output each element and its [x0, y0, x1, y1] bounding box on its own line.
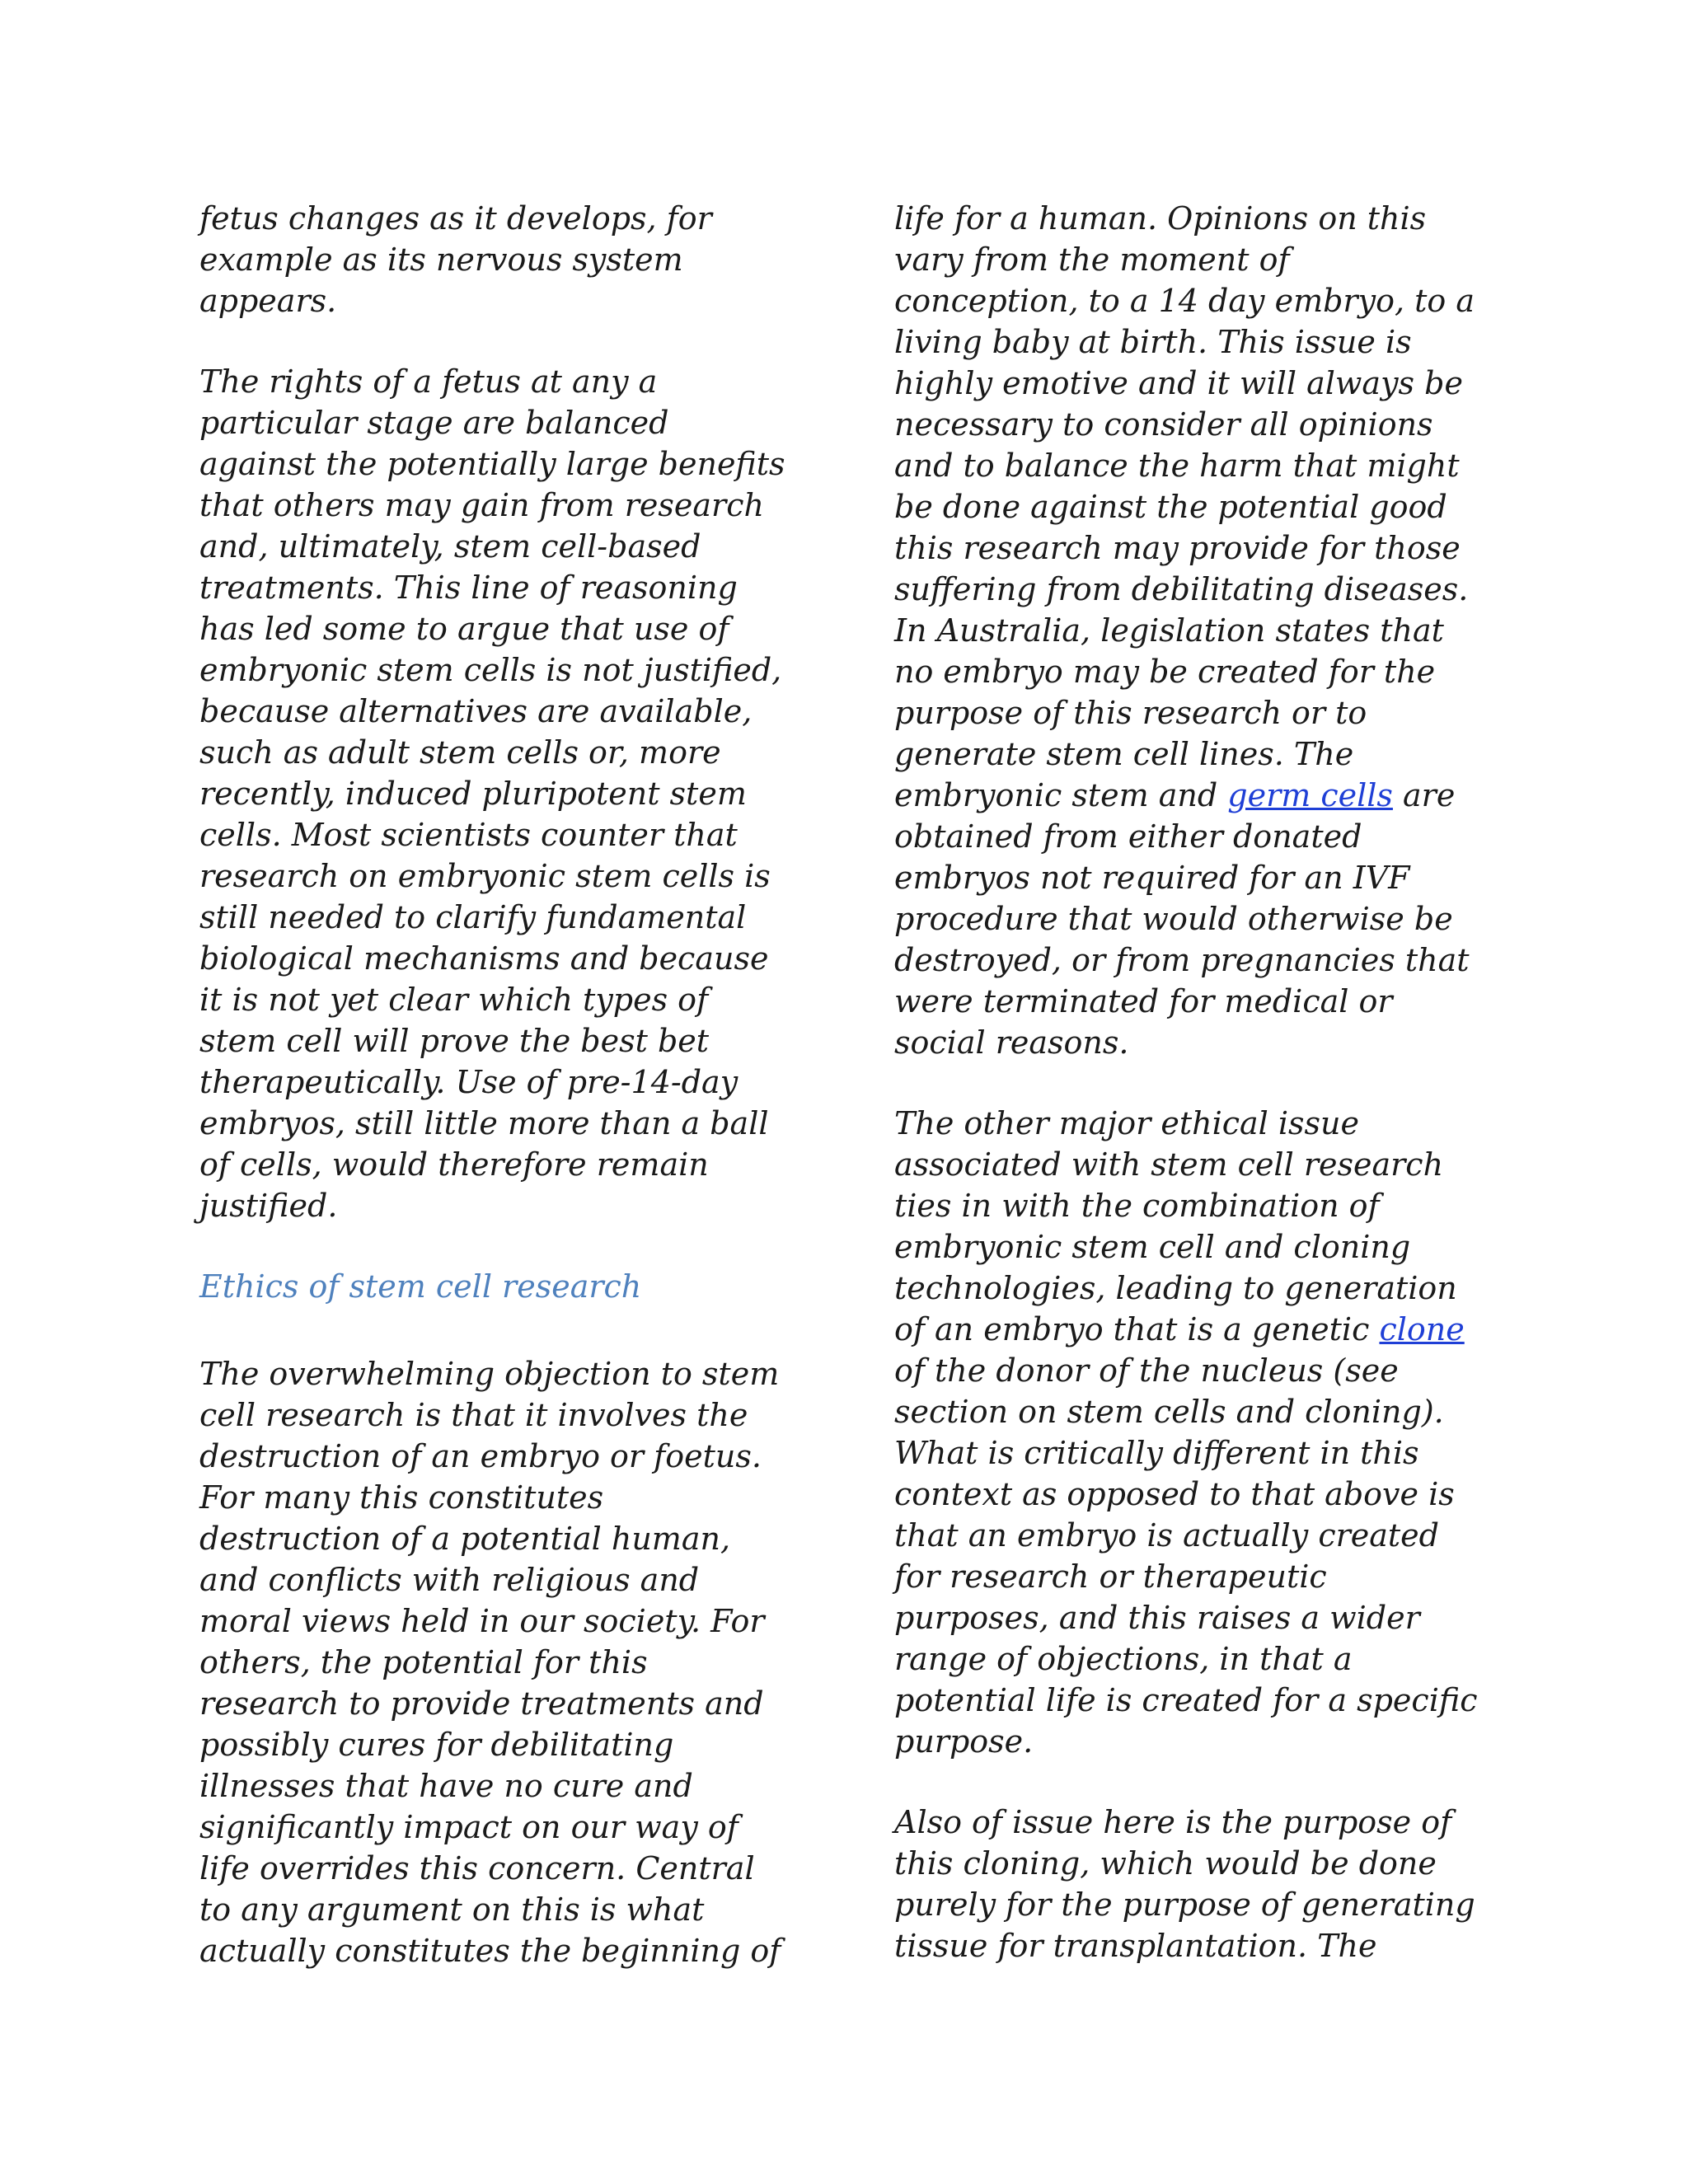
left-column — [199, 198, 809, 1971]
text-line: life overrides this concern. Central — [199, 1850, 755, 1886]
text-line: others, the potential for this — [199, 1644, 648, 1680]
text-fragment: embryonic stem and — [894, 777, 1228, 813]
text-line: conception, to a 14 day embryo, to a — [894, 283, 1475, 319]
text-line: destruction of a potential human, — [199, 1521, 731, 1557]
right-paragraph-3 — [894, 1802, 1504, 1966]
text-line: necessary to consider all opinions — [894, 406, 1433, 443]
text-line: purely for the purpose of generating — [894, 1886, 1475, 1923]
text-line: particular stage are balanced — [199, 405, 669, 441]
text-line: cells. Most scientists counter that — [199, 817, 738, 853]
text-line: because alternatives are available, — [199, 693, 753, 729]
text-line: destruction of an embryo or foetus. — [199, 1438, 762, 1474]
text-line: moral views held in our society. For — [199, 1603, 765, 1639]
text-line-with-link — [894, 775, 1504, 816]
left-paragraph-2 — [199, 361, 809, 1226]
text-line: that others may gain from research — [199, 487, 764, 523]
text-line: procedure that would otherwise be — [894, 901, 1453, 937]
text-line: has led some to argue that use of — [199, 611, 729, 647]
text-line: such as adult stem cells or, more — [199, 734, 721, 771]
text-line: be done against the potential good — [894, 489, 1447, 525]
text-line: The overwhelming objection to stem — [199, 1356, 780, 1392]
text-line: biological mechanisms and because — [199, 940, 769, 977]
text-line: research on embryonic stem cells is — [199, 858, 771, 894]
text-line: embryos, still little more than a ball — [199, 1105, 769, 1141]
text-line: research to provide treatments and — [199, 1685, 764, 1722]
text-line: The rights of a fetus at any a — [199, 363, 658, 400]
text-line: range of objections, in that a — [894, 1641, 1353, 1677]
left-paragraph-3 — [199, 1353, 809, 1971]
text-line: were terminated for medical or — [894, 983, 1393, 1019]
text-line: technologies, leading to generation — [894, 1270, 1457, 1306]
text-line: recently, induced pluripotent stem — [199, 776, 747, 812]
text-line: purposes, and this raises a wider — [894, 1600, 1420, 1636]
text-line: significantly impact on our way of — [199, 1809, 738, 1845]
text-line: social reasons. — [894, 1024, 1129, 1061]
text-line: of the donor of the nucleus (see — [894, 1352, 1399, 1389]
text-line: actually constitutes the beginning of — [199, 1933, 781, 1969]
text-line: and to balance the harm that might — [894, 448, 1460, 484]
text-line: purpose of this research or to — [894, 695, 1367, 731]
text-line: What is critically different in this — [894, 1435, 1419, 1471]
text-line: ties in with the combination of — [894, 1188, 1380, 1224]
right-paragraph-1 — [894, 198, 1504, 1063]
text-line: it is not yet clear which types of — [199, 982, 709, 1018]
text-line: that an embryo is actually created — [894, 1517, 1439, 1554]
text-line: cell research is that it involves the — [199, 1397, 748, 1433]
text-fragment: of an embryo that is a genetic — [894, 1311, 1380, 1347]
text-line: destroyed, or from pregnancies that — [894, 942, 1470, 978]
text-line: living baby at birth. This issue is — [894, 324, 1412, 360]
text-line: tissue for transplantation. The — [894, 1928, 1377, 1964]
germ-cells-link[interactable]: germ cells — [1227, 777, 1393, 813]
text-line: suffering from debilitating diseases. — [894, 571, 1469, 607]
text-line: Also of issue here is the purpose of — [894, 1804, 1452, 1840]
text-fragment: are — [1392, 777, 1456, 813]
text-line: The other major ethical issue — [894, 1105, 1360, 1141]
text-line: In Australia, legislation states that — [894, 612, 1444, 649]
text-line: against the potentially large benefits — [199, 446, 785, 482]
text-line: treatments. This line of reasoning — [199, 569, 738, 606]
text-line: embryos not required for an IVF — [894, 860, 1410, 896]
text-line: appears. — [199, 283, 337, 319]
section-heading: Ethics of stem cell research — [199, 1268, 642, 1305]
text-line: illnesses that have no cure and — [199, 1768, 693, 1804]
text-line: potential life is created for a specific — [894, 1682, 1478, 1718]
text-line: context as opposed to that above is — [894, 1476, 1455, 1512]
text-line: to any argument on this is what — [199, 1891, 705, 1928]
text-line: and conflicts with religious and — [199, 1562, 700, 1598]
right-column — [894, 198, 1504, 1966]
text-line: for research or therapeutic — [894, 1558, 1327, 1595]
right-paragraph-2 — [894, 1103, 1504, 1762]
text-line: no embryo may be created for the — [894, 654, 1436, 690]
text-line: therapeutically. Use of pre-14-day — [199, 1064, 738, 1100]
text-line: justified. — [199, 1188, 338, 1224]
text-line: this research may provide for those — [894, 530, 1461, 566]
text-line: highly emotive and it will always be — [894, 365, 1463, 401]
text-line: stem cell will prove the best bet — [199, 1023, 710, 1059]
text-line: embryonic stem cell and cloning — [894, 1229, 1411, 1265]
text-line: associated with stem cell research — [894, 1146, 1444, 1183]
left-paragraph-1 — [199, 198, 809, 321]
text-line: For many this constitutes — [199, 1479, 604, 1516]
text-line: life for a human. Opinions on this — [894, 200, 1427, 237]
text-line: fetus changes as it develops, for — [199, 200, 712, 237]
text-line: possibly cures for debilitating — [199, 1727, 674, 1763]
clone-link[interactable]: clone — [1379, 1311, 1465, 1347]
text-line: of cells, would therefore remain — [199, 1146, 709, 1183]
text-line: still needed to clarify fundamental — [199, 899, 747, 935]
text-line: example as its nervous system — [199, 241, 683, 278]
text-line: this cloning, which would be done — [894, 1845, 1437, 1882]
text-line: generate stem cell lines. The — [894, 736, 1354, 772]
text-line: embryonic stem cells is not justified, — [199, 652, 782, 688]
text-line: purpose. — [894, 1723, 1034, 1760]
text-line: section on stem cells and cloning). — [894, 1394, 1444, 1430]
text-line: vary from the moment of — [894, 241, 1290, 278]
text-line: obtained from either donated — [894, 818, 1362, 855]
text-line-with-link — [894, 1309, 1504, 1350]
text-line: and, ultimately, stem cell-based — [199, 528, 701, 565]
